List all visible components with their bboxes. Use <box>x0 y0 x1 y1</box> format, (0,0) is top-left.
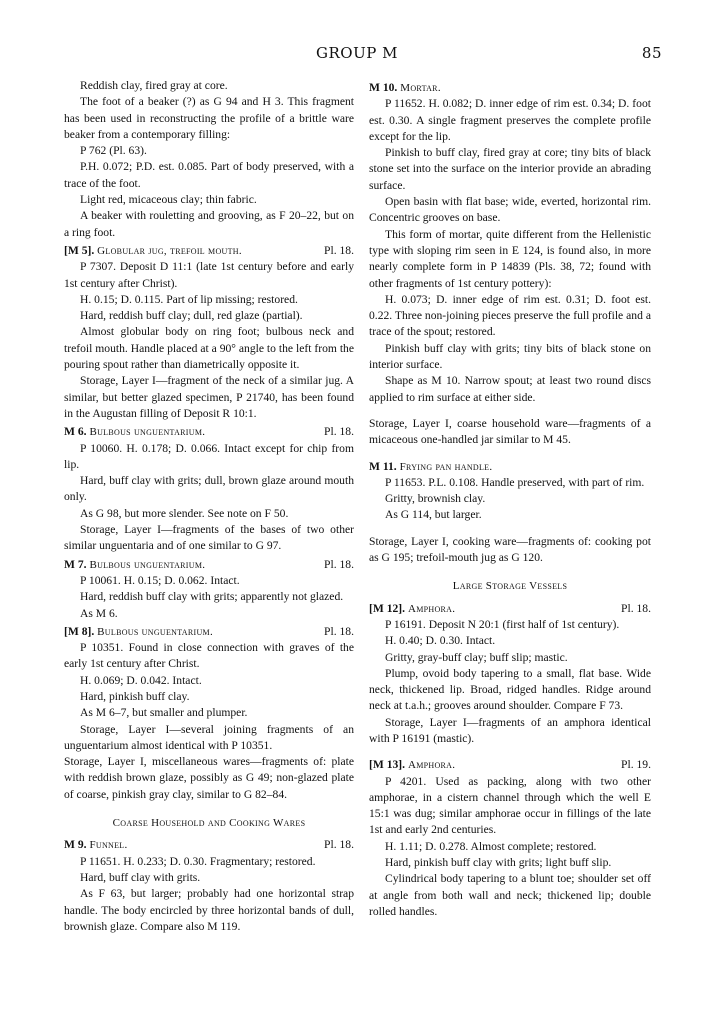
plate-reference: Pl. 18. <box>324 425 354 439</box>
catalog-entry-heading <box>64 837 354 853</box>
paragraph: P 762 (Pl. 63). <box>80 144 147 158</box>
paragraph: Gritty, gray-buff clay; buff slip; mastic. <box>385 650 568 664</box>
paragraph: P 10061. H. 0.15; D. 0.062. Intact. <box>80 573 240 587</box>
entry-title: Amphora. <box>407 602 456 615</box>
paragraph: Hard, buff clay with grits. <box>80 870 201 884</box>
catalog-entry-heading <box>64 424 354 440</box>
plate-reference: Pl. 18. <box>324 838 354 852</box>
plate-reference: Pl. 18. <box>324 243 354 257</box>
paragraph: Hard, buff clay with grits; dull, brown glaze around mouth only. <box>64 474 354 504</box>
entry-number: [M 5]. <box>64 243 95 257</box>
paragraph: Storage, Layer I—fragments of the bases of two other similar unguentaria and of one similar to G 97. <box>64 523 354 553</box>
paragraph: Storage, Layer I—fragments of an amphora identical with P 16191 (mastic). <box>369 715 651 745</box>
section-heading: Coarse Household and Cooking Wares <box>112 817 306 830</box>
paragraph: Storage, Layer I—several joining fragments of an unguentarium almost identical with P 10351. <box>64 722 354 752</box>
entry-number: M 10. <box>369 81 398 94</box>
paragraph: As M 6–7, but smaller and plumper. <box>80 706 248 720</box>
paragraph: P 11653. P.L. 0.108. Handle preserved, with part of rim. <box>385 475 645 489</box>
paragraph: Hard, reddish buff clay with grits; apparently not glazed. <box>80 590 344 604</box>
paragraph: P 16191. Deposit N 20:1 (first half of 1st century). <box>385 617 620 631</box>
paragraph: As M 6. <box>80 606 118 620</box>
paragraph: P 10060. H. 0.178; D. 0.066. Intact except for chip from lip. <box>64 441 354 471</box>
paragraph: P 11652. H. 0.082; D. inner edge of rim est. 0.34; D. foot est. 0.30. A single fragment preserves the complete profile except for the lip. <box>369 97 651 143</box>
paragraph: Hard, pinkish buff clay. <box>80 689 190 703</box>
plate-reference: Pl. 18. <box>621 601 651 615</box>
storage-note: Storage, Layer I, cooking ware—fragments of: cooking pot as G 195; trefoil-mouth jug as G 120. <box>369 534 651 565</box>
running-header: GROUP M <box>316 44 398 62</box>
entry-title: Funnel. <box>89 839 128 852</box>
right-column <box>369 78 651 920</box>
paragraph: As G 98, but more slender. See note on F 50. <box>80 506 289 520</box>
entry-number: M 9. <box>64 838 87 852</box>
paragraph: Gritty, brownish clay. <box>385 492 486 506</box>
page-number: 85 <box>641 44 662 62</box>
catalog-entry-heading <box>64 243 354 259</box>
entry-title: Bulbous unguentarium. <box>89 558 206 571</box>
paragraph: Open basin with flat base; wide, everted, horizontal rim. Concentric grooves on base. <box>369 195 651 225</box>
paragraph: H. 0.15; D. 0.115. Part of lip missing; restored. <box>80 292 298 306</box>
entry-number: [M 13]. <box>369 758 406 772</box>
paragraph: Shape as M 10. Narrow spout; at least two round discs applied to rim surface at either side. <box>369 374 651 404</box>
entry-title: Mortar. <box>400 82 441 94</box>
entry-title: Bulbous unguentarium. <box>89 426 206 439</box>
catalog-entry-heading <box>369 459 651 475</box>
catalog-entry-heading <box>369 80 651 96</box>
paragraph: H. 1.11; D. 0.278. Almost complete; restored. <box>385 839 597 853</box>
entry-number: [M 8]. <box>64 624 95 638</box>
paragraph: Almost globular body on ring foot; bulbous neck and trefoil mouth. Handle placed at a 90° angle to the left from the pouring spout rather than diametrically opposite it. <box>64 325 354 372</box>
paragraph: A beaker with rouletting and grooving, as F 20–22, but on a ring foot. <box>64 209 354 239</box>
plate-reference: Pl. 18. <box>324 557 354 571</box>
paragraph: Pinkish to buff clay, fired gray at core; tiny bits of black stone set into the surface on the interior provide an abrading surface. <box>369 146 651 192</box>
paragraph: P 4201. Used as packing, along with two other amphorae, in a cistern channel through which the well E 15:1 was dug; similar amphorae occur in fillings of the late 1st and early 2nd centuries. <box>369 774 651 837</box>
entry-title: Amphora. <box>407 759 456 772</box>
paragraph: As G 114, but larger. <box>385 508 482 522</box>
catalog-entry-heading <box>369 757 651 773</box>
left-column <box>64 78 354 935</box>
entry-title: Bulbous unguentarium. <box>97 625 213 638</box>
paragraph: P.H. 0.072; P.D. est. 0.085. Part of body preserved, with a trace of the foot. <box>64 160 354 190</box>
catalog-entry-heading <box>64 624 354 640</box>
plate-reference: Pl. 18. <box>324 624 354 638</box>
section-heading: Large Storage Vessels <box>452 580 568 593</box>
paragraph: The foot of a beaker (?) as G 94 and H 3. This fragment has been used in reconstructing the profile of a brittle ware beaker from a contemporary filling: <box>64 95 354 141</box>
storage-note: Storage, Layer I, coarse household ware—fragments of a micaceous one-handled jar similar to M 45. <box>369 416 651 447</box>
paragraph: P 10351. Found in close connection with graves of the early 1st century after Christ. <box>64 641 354 671</box>
plate-reference: Pl. 19. <box>621 758 651 772</box>
paragraph: Reddish clay, fired gray at core. <box>80 79 228 92</box>
paragraph: Cylindrical body tapering to a blunt toe; shoulder set off at angle from both wall and neck; thickened lip; double rolled handles. <box>369 872 651 918</box>
entry-number: M 11. <box>369 459 397 473</box>
paragraph: P 7307. Deposit D 11:1 (late 1st century before and early 1st century after Christ). <box>64 260 354 290</box>
entry-title: Frying pan handle. <box>399 460 493 473</box>
paragraph: Pinkish buff clay with grits; tiny bits of black stone on interior surface. <box>369 341 651 372</box>
paragraph: Hard, reddish buff clay; dull, red glaze (partial). <box>80 309 303 323</box>
catalog-entry-heading <box>369 601 651 617</box>
paragraph: Hard, pinkish buff clay with grits; light buff slip. <box>385 856 612 870</box>
entry-title: Globular jug, trefoil mouth. <box>97 244 242 257</box>
entry-number: M 6. <box>64 425 87 439</box>
paragraph: H. 0.40; D. 0.30. Intact. <box>385 634 496 648</box>
paragraph: H. 0.069; D. 0.042. Intact. <box>80 673 202 687</box>
paragraph: Light red, micaceous clay; thin fabric. <box>80 193 257 207</box>
storage-note: Storage, Layer I, miscellaneous wares—fragments of: plate with reddish brown glaze, possibly as G 49; non-glazed plate of coarse, pinkish gray clay, similar to G 82–84. <box>64 755 354 801</box>
paragraph: This form of mortar, quite different from the Hellenistic type with sloping rim seen in E 124, is found also, in more nearly complete form in P 14839 (Pls. 38, 72; found with other fragments of 1st century pottery): <box>369 227 651 290</box>
paragraph: Storage, Layer I—fragment of the neck of a similar jug. A similar, but better glazed specimen, P 21740, has been found in the Augustan filling of Deposit R 10:1. <box>64 374 354 420</box>
catalog-entry-heading <box>64 557 354 573</box>
paragraph: As F 63, but larger; probably had one horizontal strap handle. The body encircled by three horizontal bands of dull, brownish glaze. Compare also M 119. <box>64 887 354 933</box>
entry-number: M 7. <box>64 557 87 571</box>
paragraph: Plump, ovoid body tapering to a small, flat base. Wide neck, thickened lip. Broad, ridged handles. Ridge around neck at t.a.h.; grooves around shoulder. Compare F 73. <box>369 666 651 713</box>
paragraph: H. 0.073; D. inner edge of rim est. 0.31; D. foot est. 0.22. Three non-joining pieces preserve the full profile and a trace of the spout; restored. <box>369 292 651 339</box>
entry-number: [M 12]. <box>369 601 406 615</box>
paragraph: P 11651. H. 0.233; D. 0.30. Fragmentary; restored. <box>80 854 316 868</box>
